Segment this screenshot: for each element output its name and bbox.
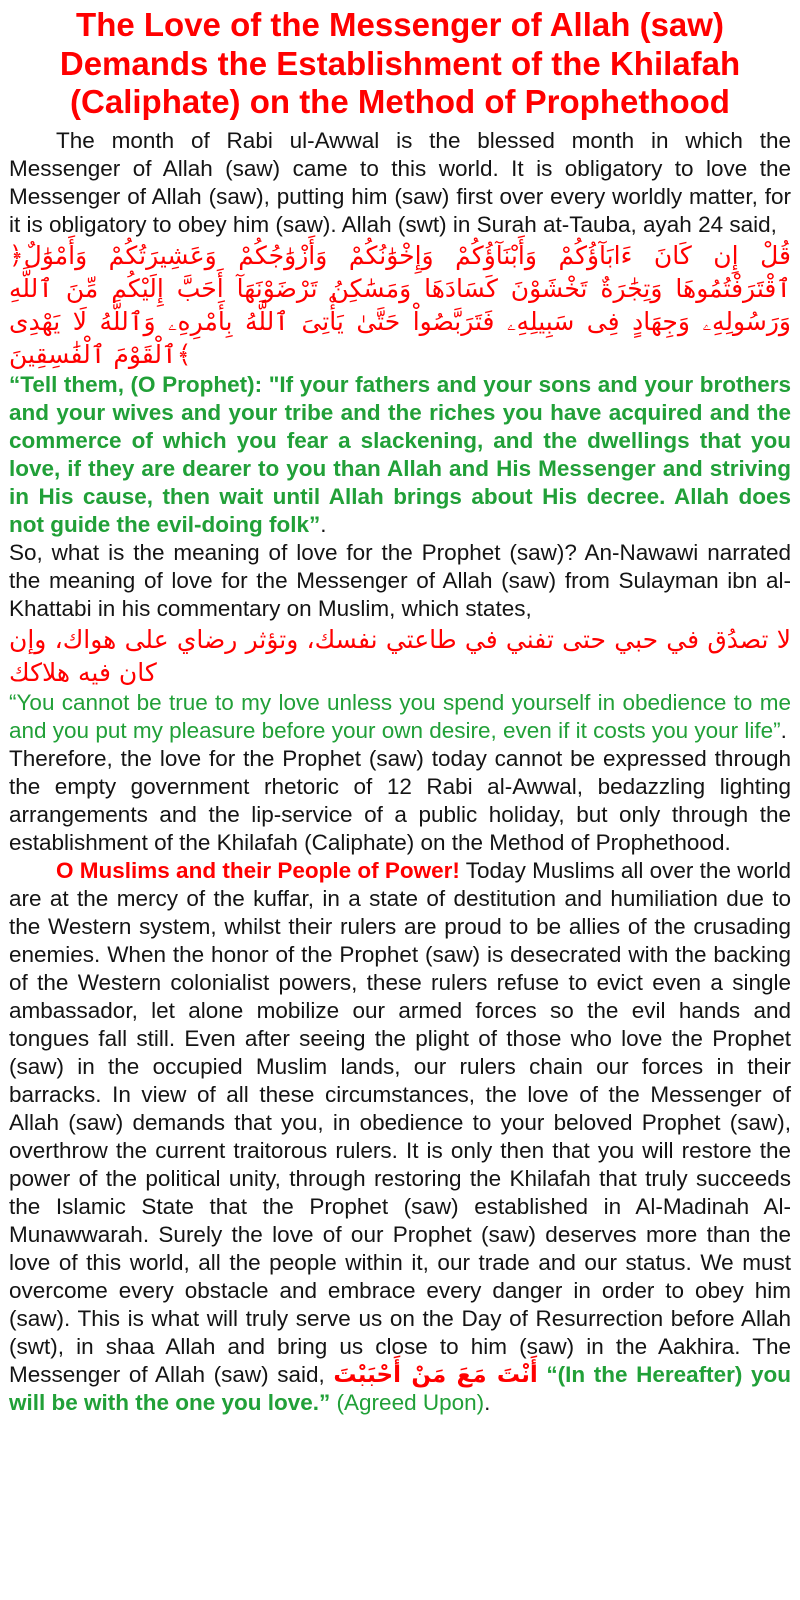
address-paragraph (9, 857, 791, 1417)
title-line: The Love of the Messenger of Allah (saw) (76, 6, 724, 43)
therefore-text: Therefore, the love for the Prophet (saw) today cannot be expressed through the empty government rhetoric of 12 Rabi al-Awwal, bedazzling lighting arrangements and the lip-service of a public holiday, but only through the establishment of the Khilafah (Caliphate) on the Method of Prophethood. (9, 745, 791, 855)
agreed-upon-attribution: (Agreed Upon) (330, 1389, 485, 1415)
intro-paragraph (9, 127, 791, 239)
title-line: Demands the Establishment of the Khilafah (59, 44, 741, 82)
nawawi-text: So, what is the meaning of love for the Prophet (saw)? An-Nawawi narrated the meaning of love for the Messenger of Allah (saw) from Sulayman ibn al-Khattabi in his commentary on Muslim, which states, (9, 539, 791, 621)
hadith-arabic: أَنْتَ مَعَ مَنْ أَحْبَبْتَ (333, 1361, 538, 1388)
hadith-translation: “(In the Hereafter) you will be with the one you love.” (9, 1361, 791, 1415)
sentence-period: . (484, 1389, 491, 1415)
quran-translation-quote: “Tell them, (O Prophet): "If your fathers and your sons and your brothers and your wives and your tribe and the riches you have acquired and the commerce of which you fear a slackening, and the dwellings that you love, if they are dearer to you than Allah and His Messenger and striving in His cause, then wait until Allah brings about His decree. Allah does not guide the evil-doing folk” (9, 371, 791, 537)
khattabi-quote-arabic (9, 623, 791, 689)
title-line: (Caliphate) on the Method of Prophethood (70, 83, 730, 121)
address-body-text: Today Muslims all over the world are at the mercy of the kuffar, in a state of destitution and humiliation due to the Western system, whilst their rulers are proud to be allies of the crusading enemies. When the honor of the Prophet (saw) is desecrated with the backing of the Western colonialist powers, these rulers refuse to evict even a single ambassador, let alone mobilize our armed forces so the evil hands and tongues fall still. Even after seeing the plight of those who love the Prophet (saw) in the occupied Muslim lands, our rulers chain our forces in their barracks. In view of all these circumstances, the love of the Messenger of Allah (saw) demands that you, in obedience to your beloved Prophet (saw), overthrow the current traitorous rulers. It is only then that you will restore the power of the political unity, through restoring the Khilafah that truly succeeds the Islamic State that the Prophet (saw) established in Al-Madinah Al-Munawwarah. Surely the love of our Prophet (saw) deserves more than the love of this world, all the people within it, our trade and our status. We must overcome every obstacle and embrace every danger in order to obey him (saw). This is what will truly serve us on the Day of Resurrection before Allah (swt), in shaa Allah and bring us close to him (saw) in the Aakhira. The Messenger of Allah (saw) said, (9, 857, 791, 1387)
address-salutation: O Muslims and their People of Power! (56, 857, 460, 883)
page-title (9, 6, 791, 122)
quran-verse-translation (9, 371, 791, 539)
khattabi-arabic-text: لا تصدُق في حبي حتى تفني في طاعتي نفسك، وتؤثر رضاي على هواك، وإن كان فيه هلاكك (9, 624, 791, 687)
khattabi-translation-quote: “You cannot be true to my love unless you spend yourself in obedience to me and you put my pleasure before your own desire, even if it costs you your life” (9, 689, 791, 743)
quran-verse-text: ﴿قُلْ إِن كَانَ ءَابَآؤُكُمْ وَأَبْنَآؤُكُمْ وَإِخْوَٰنُكُمْ وَأَزْوَٰجُكُمْ وَعَشِيرَتُكُمْ وَأَمْوَٰلٌ ٱقْتَرَفْتُمُوهَا وَتِجَٰرَةٌ تَخْشَوْنَ كَسَادَهَا وَمَسَٰكِنُ تَرْضَوْنَهَآ أَحَبَّ إِلَيْكُم مِّنَ ٱللَّهِ وَرَسُولِهِۦ وَجِهَادٍ فِى سَبِيلِهِۦ فَتَرَبَّصُواْ حَتَّىٰ يَأْتِىَ ٱللَّهُ بِأَمْرِهِۦ وَٱللَّهُ لَا يَهْدِى ٱلْقَوْمَ ٱلْفَٰسِقِينَ﴾ (9, 240, 791, 369)
sentence-period: . (320, 511, 327, 537)
sentence-period: . (780, 717, 787, 743)
khattabi-quote-translation (9, 689, 791, 745)
therefore-paragraph (9, 745, 791, 857)
intro-text: The month of Rabi ul-Awwal is the blessed month in which the Messenger of Allah (saw) came to this world. It is obligatory to love the Messenger of Allah (saw), putting him (saw) first over every worldly matter, for it is obligatory to obey him (saw). Allah (swt) in Surah at-Tauba, ayah 24 said, (9, 127, 791, 237)
quran-verse-arabic (9, 239, 791, 371)
nawawi-paragraph (9, 539, 791, 623)
